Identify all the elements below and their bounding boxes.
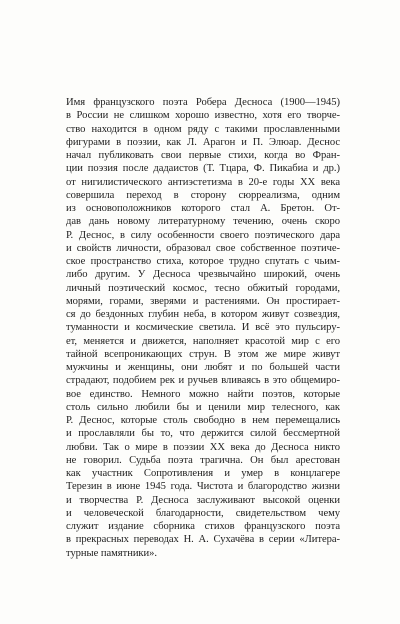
text-line: любви. Так о мире в поэзии XX века до Десноса никто — [66, 441, 340, 453]
text-line: мужчины и женщины, они любят и по большей части — [66, 362, 340, 373]
text-line: либо другим. У Десноса чрезвычайно широкий, очень — [66, 269, 340, 281]
text-line: Имя французского поэта Робера Десноса (1900—1945) — [66, 97, 340, 108]
text-line: и творчества Р. Десноса заслуживают высокой оценки — [66, 494, 340, 506]
text-line: фигурами в поэзии, как Л. Арагон и П. Элюар. Деснос — [66, 136, 340, 148]
text-line: ет, меняется и движется, наполняет красотой мир с его — [66, 335, 340, 347]
text-line: и прославляли бы то, что держится силой бессмертной — [66, 428, 340, 440]
text-line: и человеческой благодарности, свидетельством чему — [66, 507, 340, 519]
text-line: Терезин в июне 1945 года. Чистота и благородство жизни — [66, 481, 340, 493]
text-line: туманности и космические светила. И всё это пульсиру- — [66, 322, 340, 334]
text-line: и свойств личности, образовал свое собственное поэтиче- — [66, 242, 340, 254]
text-line: Р. Деснос, в силу особенности своего поэтического дара — [66, 229, 340, 241]
text-line: ство находится в одном ряду с такими прославленными — [66, 123, 340, 135]
text-line: служит издание сборника стихов французского поэта — [66, 521, 340, 532]
body-paragraph — [66, 96, 340, 560]
text-line: Р. Деснос, которые столь свободно в нем перемещались — [66, 415, 340, 426]
text-line: совершила переход в сторону сюрреализма, одним — [66, 189, 340, 201]
text-line: морями, горами, зверями и растениями. Он простирает- — [66, 295, 340, 307]
text-line: страдают, подобием рек и ручьев вливаясь в это общемиро- — [66, 375, 340, 387]
text-line: от нигилистического антиэстетизма в 20-е годы XX века — [66, 176, 340, 188]
text-line: из основоположников которого стал А. Бретон. От- — [66, 203, 340, 214]
text-line: столь сильно любили бы и ценили мир телесного, как — [66, 401, 340, 413]
text-line: в прекрасных переводах Н. А. Сухачёва в серии «Литера- — [66, 534, 340, 546]
text-line: турные памятники». — [66, 547, 157, 559]
text-line: дав дань новому литературному течению, очень скоро — [66, 216, 340, 228]
text-line: начал публиковать свои первые стихи, когда во Фран- — [66, 150, 340, 161]
text-line: вое единство. Немного можно найти поэтов, которые — [66, 388, 340, 400]
text-line: ся до бездонных глубин неба, в котором живут созвездия, — [66, 309, 340, 320]
text-line: как участник Сопротивления и умер в концлагере — [66, 468, 340, 479]
text-line: ское пространство стиха, которое трудно спутать с чьим- — [66, 256, 340, 267]
text-line: в России не слишком хорошо известно, хотя его творче- — [66, 110, 340, 122]
text-line: ции поэзия после дадаистов (Т. Тцара, Ф. Пикабиа и др.) — [66, 163, 340, 175]
text-line: не говорил. Судьба поэта трагична. Он был арестован — [66, 454, 340, 466]
text-line: личный поэтический космос, тесно обжитый городами, — [66, 282, 340, 294]
text-line: тайной всепроникающих струн. В этом же мире живут — [66, 348, 340, 360]
